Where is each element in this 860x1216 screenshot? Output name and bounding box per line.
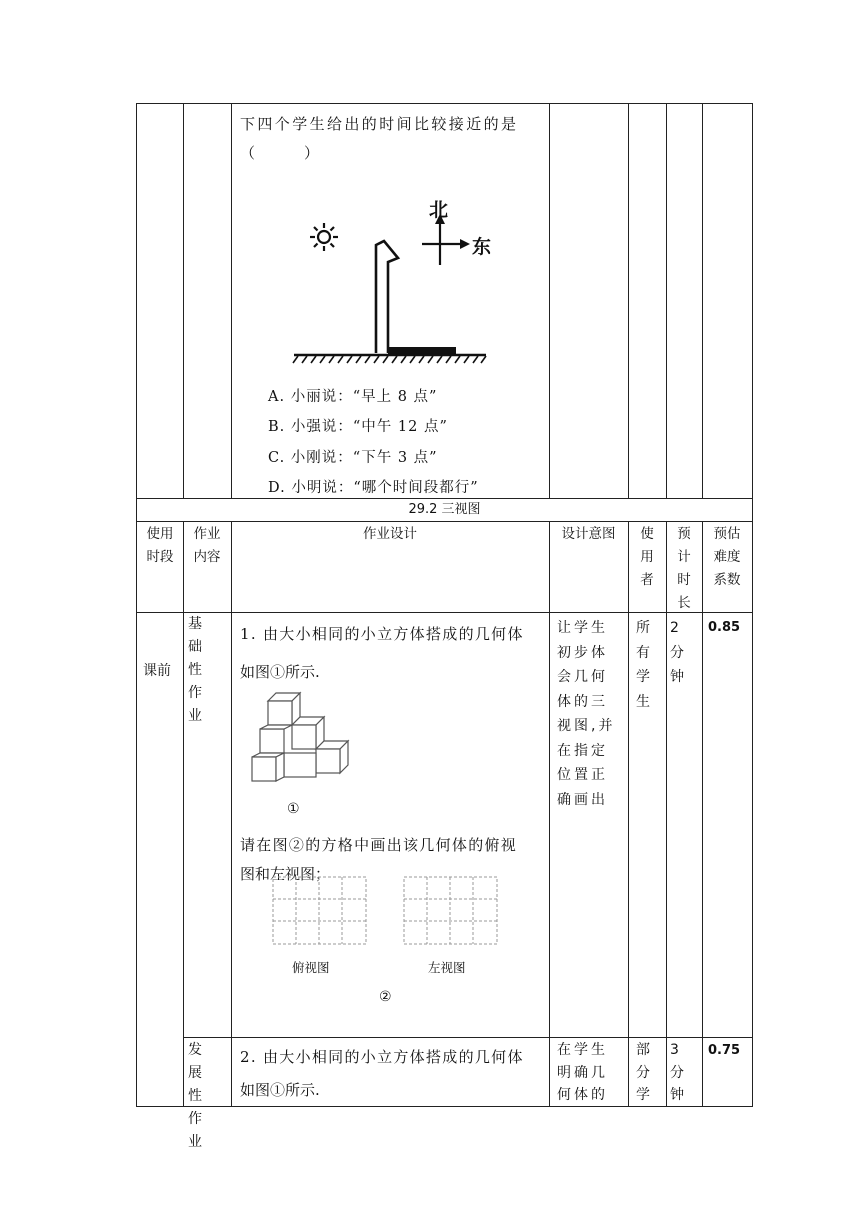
col-divider <box>183 521 184 1107</box>
section-title: 29.2 三视图 <box>408 502 481 517</box>
col-divider <box>549 521 550 1107</box>
header-use-period: 使用时段 <box>146 526 174 565</box>
question-1-line: 请在图②的方格中画出该几何体的俯视 <box>240 836 518 854</box>
col-divider <box>666 521 667 1107</box>
question-1-line: 图和左视图； <box>240 865 331 883</box>
figure-1-label: ① <box>287 801 300 817</box>
header-design: 作业设计 <box>363 526 417 542</box>
user-cell: 部分学 <box>636 1042 650 1103</box>
row-divider <box>183 1037 753 1038</box>
table-border-top <box>136 103 753 104</box>
difficulty-cell: 0.75 <box>708 1043 741 1058</box>
east-label: 东 <box>472 236 492 258</box>
period-cell: 课前 <box>143 663 171 679</box>
content-cell: 基础性作业 <box>188 616 202 724</box>
top-view-grid <box>272 876 368 946</box>
header-content: 作业内容 <box>193 526 221 565</box>
question-2-line: 2. 由大小相同的小立方体搭成的几何体 <box>240 1048 524 1066</box>
cube-stack-figure <box>246 688 356 798</box>
table-border-bottom <box>136 1106 753 1107</box>
content-cell: 发展性作业 <box>188 1042 202 1150</box>
shadow-figure <box>280 190 500 370</box>
option-d: D. 小明说：“哪个时间段都行” <box>268 480 479 496</box>
pole-icon <box>376 241 398 353</box>
question-1-line: 如图①所示. <box>240 663 320 681</box>
header-intent: 设计意图 <box>561 526 616 542</box>
header-difficulty: 预估难度系数 <box>713 526 741 588</box>
duration-cell: 2分钟 <box>670 620 684 685</box>
answer-blank: （ ） <box>240 144 321 162</box>
compass-arrows-icon <box>422 214 470 265</box>
sun-icon <box>310 223 338 251</box>
user-cell: 所有学生 <box>636 620 650 710</box>
left-view-grid <box>403 876 499 946</box>
duration-cell: 3分钟 <box>670 1042 684 1103</box>
col-divider <box>702 521 703 1107</box>
row-divider <box>136 521 753 522</box>
top-view-label: 俯视图 <box>292 960 330 975</box>
header-duration: 预计时长 <box>677 526 691 611</box>
option-b: B. 小强说：“中午 12 点” <box>268 419 448 435</box>
question-line: 下四个学生给出的时间比较接近的是 <box>240 115 519 133</box>
shadow-bar <box>388 347 456 355</box>
table-border-left <box>136 103 137 1107</box>
option-c: C. 小刚说：“下午 3 点” <box>268 450 438 466</box>
col-divider <box>231 103 232 498</box>
question-2-line: 如图①所示. <box>240 1081 320 1099</box>
col-divider <box>628 103 629 498</box>
intent-cell: 让学生初步体会几何体的三视图,并在指定位置正确画出 <box>557 620 616 808</box>
col-divider <box>702 103 703 498</box>
left-view-label: 左视图 <box>428 960 466 975</box>
col-divider <box>549 103 550 498</box>
question-1-line: 1. 由大小相同的小立方体搭成的几何体 <box>240 625 524 643</box>
col-divider <box>231 521 232 1107</box>
col-divider <box>666 103 667 498</box>
col-divider <box>183 103 184 498</box>
figure-2-label: ② <box>379 989 392 1005</box>
intent-cell: 在学生明确几何体的 <box>557 1042 608 1103</box>
ground-line <box>293 355 486 363</box>
header-user: 使用者 <box>640 526 654 588</box>
north-label: 北 <box>429 199 449 221</box>
option-a: A. 小丽说：“早上 8 点” <box>268 389 438 405</box>
col-divider <box>628 521 629 1107</box>
row-divider <box>136 612 753 613</box>
difficulty-cell: 0.85 <box>708 620 741 635</box>
table-border-right <box>752 103 753 1107</box>
